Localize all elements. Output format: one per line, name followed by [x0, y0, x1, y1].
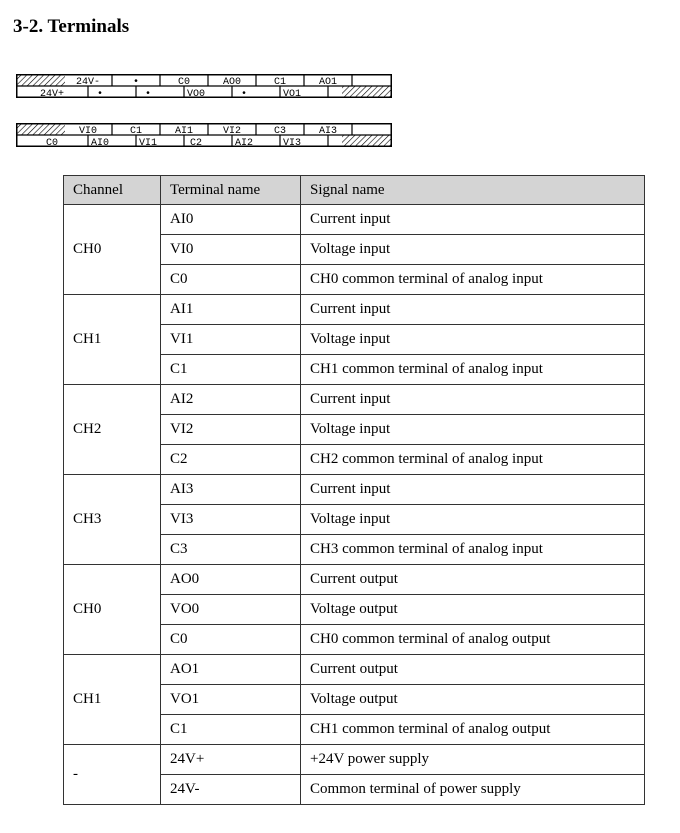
terminal-label-top: C0 — [177, 77, 191, 88]
table-row — [64, 475, 645, 505]
terminal-label-bottom: C0 — [45, 138, 59, 147]
table-row — [64, 205, 645, 235]
terminal-name-cell: C0 — [161, 265, 301, 295]
channel-cell: CH3 — [64, 475, 161, 565]
terminal-name-cell: VO0 — [161, 595, 301, 625]
terminal-label-top: C1 — [129, 126, 143, 137]
channel-cell: CH1 — [64, 295, 161, 385]
terminal-label-top: AO1 — [318, 77, 338, 88]
table-row — [64, 295, 645, 325]
terminal-label-top: AI3 — [318, 126, 338, 137]
terminal-label-bottom: • — [144, 89, 152, 98]
header-channel: Channel — [64, 176, 161, 205]
signal-name-cell: CH0 common terminal of analog input — [301, 265, 645, 295]
terminal-name-cell: VI1 — [161, 325, 301, 355]
terminal-label-bottom: VO0 — [186, 89, 206, 98]
terminal-label-top: AI1 — [174, 126, 194, 137]
terminal-name-cell: VO1 — [161, 685, 301, 715]
table-row — [64, 745, 645, 775]
hatch-left — [17, 124, 65, 135]
terminal-label-bottom: 24V+ — [39, 89, 65, 98]
terminal-name-cell: C0 — [161, 625, 301, 655]
terminal-name-cell: C1 — [161, 355, 301, 385]
terminal-name-cell: C1 — [161, 715, 301, 745]
channel-cell: CH2 — [64, 385, 161, 475]
header-signal-name: Signal name — [301, 176, 645, 205]
terminal-label-bottom: C2 — [189, 138, 203, 147]
terminal-name-cell: AI0 — [161, 205, 301, 235]
table-row — [64, 565, 645, 595]
terminal-name-cell: VI3 — [161, 505, 301, 535]
signal-name-cell: CH0 common terminal of analog output — [301, 625, 645, 655]
terminal-label-bottom: AI2 — [234, 138, 254, 147]
terminal-name-cell: 24V- — [161, 775, 301, 805]
terminal-label-bottom: • — [96, 89, 104, 98]
signal-name-cell: CH1 common terminal of analog output — [301, 715, 645, 745]
terminal-name-cell: AO0 — [161, 565, 301, 595]
terminal-name-cell: AI2 — [161, 385, 301, 415]
signal-name-cell: Voltage input — [301, 505, 645, 535]
signal-name-cell: Common terminal of power supply — [301, 775, 645, 805]
signal-name-cell: Current input — [301, 295, 645, 325]
signal-name-cell: Voltage input — [301, 235, 645, 265]
terminal-name-cell: VI2 — [161, 415, 301, 445]
terminal-name-cell: AO1 — [161, 655, 301, 685]
signal-name-cell: Voltage output — [301, 685, 645, 715]
table-row — [64, 655, 645, 685]
signal-name-cell: Current input — [301, 475, 645, 505]
hatch-left — [17, 75, 65, 86]
signal-name-cell: Current input — [301, 385, 645, 415]
terminal-table — [63, 175, 645, 805]
terminal-label-top: 24V- — [75, 77, 101, 88]
hatch-right — [342, 135, 391, 146]
terminal-label-top: • — [132, 77, 140, 88]
terminal-name-cell: AI3 — [161, 475, 301, 505]
terminal-name-cell: 24V+ — [161, 745, 301, 775]
channel-cell: - — [64, 745, 161, 805]
terminal-label-bottom: AI0 — [90, 138, 110, 147]
terminal-label-bottom: VI3 — [282, 138, 302, 147]
terminal-label-top: VI2 — [222, 126, 242, 137]
signal-name-cell: CH1 common terminal of analog input — [301, 355, 645, 385]
terminal-block-input — [16, 123, 392, 147]
terminal-label-top: VI0 — [78, 126, 98, 137]
table-row — [64, 385, 645, 415]
signal-name-cell: Current input — [301, 205, 645, 235]
table-body — [64, 205, 645, 805]
signal-name-cell: Current output — [301, 655, 645, 685]
terminal-name-cell: VI0 — [161, 235, 301, 265]
signal-name-cell: CH2 common terminal of analog input — [301, 445, 645, 475]
signal-name-cell: +24V power supply — [301, 745, 645, 775]
channel-cell: CH0 — [64, 565, 161, 655]
hatch-right — [342, 86, 391, 97]
channel-cell: CH0 — [64, 205, 161, 295]
channel-cell: CH1 — [64, 655, 161, 745]
terminal-label-top: C3 — [273, 126, 287, 137]
terminal-block-output — [16, 74, 392, 98]
signal-name-cell: Voltage input — [301, 325, 645, 355]
table-header-row — [64, 176, 645, 205]
terminal-label-bottom: VO1 — [282, 89, 302, 98]
signal-name-cell: CH3 common terminal of analog input — [301, 535, 645, 565]
terminal-name-cell: C3 — [161, 535, 301, 565]
signal-name-cell: Voltage output — [301, 595, 645, 625]
header-terminal-name: Terminal name — [161, 176, 301, 205]
terminal-label-top: C1 — [273, 77, 287, 88]
section-heading: 3-2. Terminals — [13, 16, 130, 37]
terminal-label-bottom: • — [240, 89, 248, 98]
terminal-name-cell: AI1 — [161, 295, 301, 325]
signal-name-cell: Current output — [301, 565, 645, 595]
terminal-name-cell: C2 — [161, 445, 301, 475]
terminal-label-top: AO0 — [222, 77, 242, 88]
terminal-label-bottom: VI1 — [138, 138, 158, 147]
signal-name-cell: Voltage input — [301, 415, 645, 445]
